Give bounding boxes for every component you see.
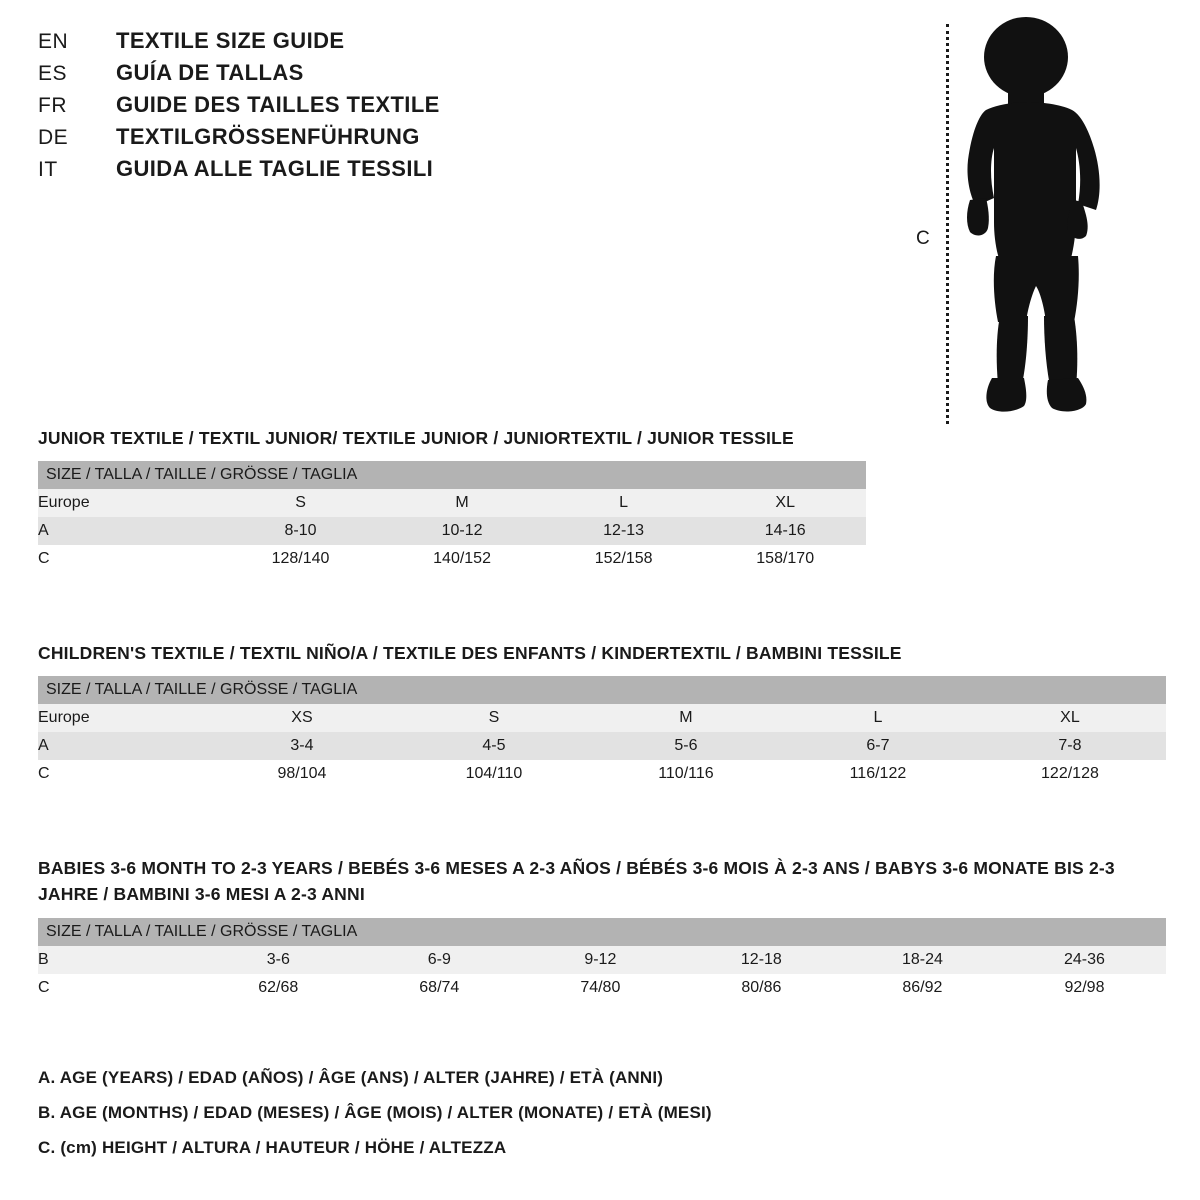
cell: 128/140 (220, 545, 382, 573)
row-label: B (38, 946, 198, 974)
row-label: Europe (38, 704, 206, 732)
table-row (38, 732, 1166, 760)
cell: 6-7 (782, 732, 974, 760)
table-head-row (38, 918, 1166, 946)
header-row (38, 60, 678, 86)
child-figure-diagram (900, 10, 1160, 420)
cell: 3-6 (198, 946, 359, 974)
cell: 9-12 (520, 946, 681, 974)
legend-line-a: A. AGE (YEARS) / EDAD (AÑOS) / ÂGE (ANS) / ALTER (JAHRE) / ETÀ (ANNI) (38, 1068, 664, 1087)
language-title-block (38, 28, 678, 188)
cell: 18-24 (842, 946, 1003, 974)
table-row (38, 489, 866, 517)
cell: XS (206, 704, 398, 732)
table-head-label: SIZE / TALLA / TAILLE / GRÖSSE / TAGLIA (38, 676, 1166, 704)
cell: 122/128 (974, 760, 1166, 788)
cell: XL (704, 489, 866, 517)
cell: 152/158 (543, 545, 705, 573)
row-label: Europe (38, 489, 220, 517)
cell: 110/116 (590, 760, 782, 788)
cell: XL (974, 704, 1166, 732)
cell: 86/92 (842, 974, 1003, 1002)
size-table-children (38, 676, 1166, 788)
cell: M (590, 704, 782, 732)
header-title: TEXTILGRÖSSENFÜHRUNG (116, 124, 420, 149)
cell: 116/122 (782, 760, 974, 788)
cell: 158/170 (704, 545, 866, 573)
cell: 24-36 (1003, 946, 1166, 974)
cell: M (381, 489, 543, 517)
cell: 12-13 (543, 517, 705, 545)
section-childrens-textile (38, 640, 1166, 788)
cell: L (782, 704, 974, 732)
cell: L (543, 489, 705, 517)
header-row (38, 156, 678, 182)
table-head-row (38, 676, 1166, 704)
cell: 7-8 (974, 732, 1166, 760)
header-row (38, 28, 678, 54)
cell: 4-5 (398, 732, 590, 760)
language-code: EN (38, 30, 69, 53)
cell: 3-4 (206, 732, 398, 760)
cell: 98/104 (206, 760, 398, 788)
table-head-label: SIZE / TALLA / TAILLE / GRÖSSE / TAGLIA (38, 461, 866, 489)
table-row (38, 760, 1166, 788)
row-label: C (38, 974, 198, 1002)
cell: 12-18 (681, 946, 842, 974)
row-label: A (38, 732, 206, 760)
header-title: GUIDE DES TAILLES TEXTILE (116, 92, 440, 117)
table-head-label: SIZE / TALLA / TAILLE / GRÖSSE / TAGLIA (38, 918, 1166, 946)
cell: 68/74 (359, 974, 520, 1002)
row-label: C (38, 760, 206, 788)
height-measure-label: C (916, 228, 930, 249)
table-row (38, 517, 866, 545)
section-title: BABIES 3-6 MONTH TO 2-3 YEARS / BEBÉS 3-6 MESES A 2-3 AÑOS / BÉBÉS 3-6 MOIS À 2-3 ANS / BABYS 3-6 MONATE BIS 2-3 JAHRE / BAMBINI 3-6 MESI A 2-3 ANNI (38, 858, 1115, 905)
size-table-babies (38, 918, 1166, 1002)
cell: 8-10 (220, 517, 382, 545)
legend-block (38, 1068, 1038, 1173)
header-title: GUIDA ALLE TAGLIE TESSILI (116, 156, 434, 181)
cell: 80/86 (681, 974, 842, 1002)
header-title: GUÍA DE TALLAS (116, 60, 304, 85)
legend-line-b: B. AGE (MONTHS) / EDAD (MESES) / ÂGE (MOIS) / ALTER (MONATE) / ETÀ (MESI) (38, 1103, 712, 1122)
size-table-junior (38, 461, 866, 573)
cell: 14-16 (704, 517, 866, 545)
section-babies-textile (38, 855, 1166, 1002)
cell: 10-12 (381, 517, 543, 545)
header-row (38, 92, 678, 118)
cell: 5-6 (590, 732, 782, 760)
table-row (38, 946, 1166, 974)
language-code: IT (38, 158, 58, 181)
cell: 6-9 (359, 946, 520, 974)
child-silhouette-icon (940, 10, 1140, 420)
cell: S (220, 489, 382, 517)
language-code: DE (38, 126, 69, 149)
table-row (38, 974, 1166, 1002)
table-row (38, 545, 866, 573)
cell: 104/110 (398, 760, 590, 788)
cell: S (398, 704, 590, 732)
cell: 92/98 (1003, 974, 1166, 1002)
legend-line-c: C. (cm) HEIGHT / ALTURA / HAUTEUR / HÖHE / ALTEZZA (38, 1138, 507, 1157)
table-row (38, 704, 1166, 732)
table-head-row (38, 461, 866, 489)
section-title: JUNIOR TEXTILE / TEXTIL JUNIOR/ TEXTILE JUNIOR / JUNIORTEXTIL / JUNIOR TESSILE (38, 428, 794, 448)
header-row (38, 124, 678, 150)
row-label: A (38, 517, 220, 545)
cell: 74/80 (520, 974, 681, 1002)
section-junior-textile (38, 425, 1166, 573)
language-code: FR (38, 94, 67, 117)
cell: 62/68 (198, 974, 359, 1002)
cell: 140/152 (381, 545, 543, 573)
section-title: CHILDREN'S TEXTILE / TEXTIL NIÑO/A / TEXTILE DES ENFANTS / KINDERTEXTIL / BAMBINI TESSILE (38, 643, 902, 663)
language-code: ES (38, 62, 68, 85)
header-title: TEXTILE SIZE GUIDE (116, 28, 345, 53)
row-label: C (38, 545, 220, 573)
